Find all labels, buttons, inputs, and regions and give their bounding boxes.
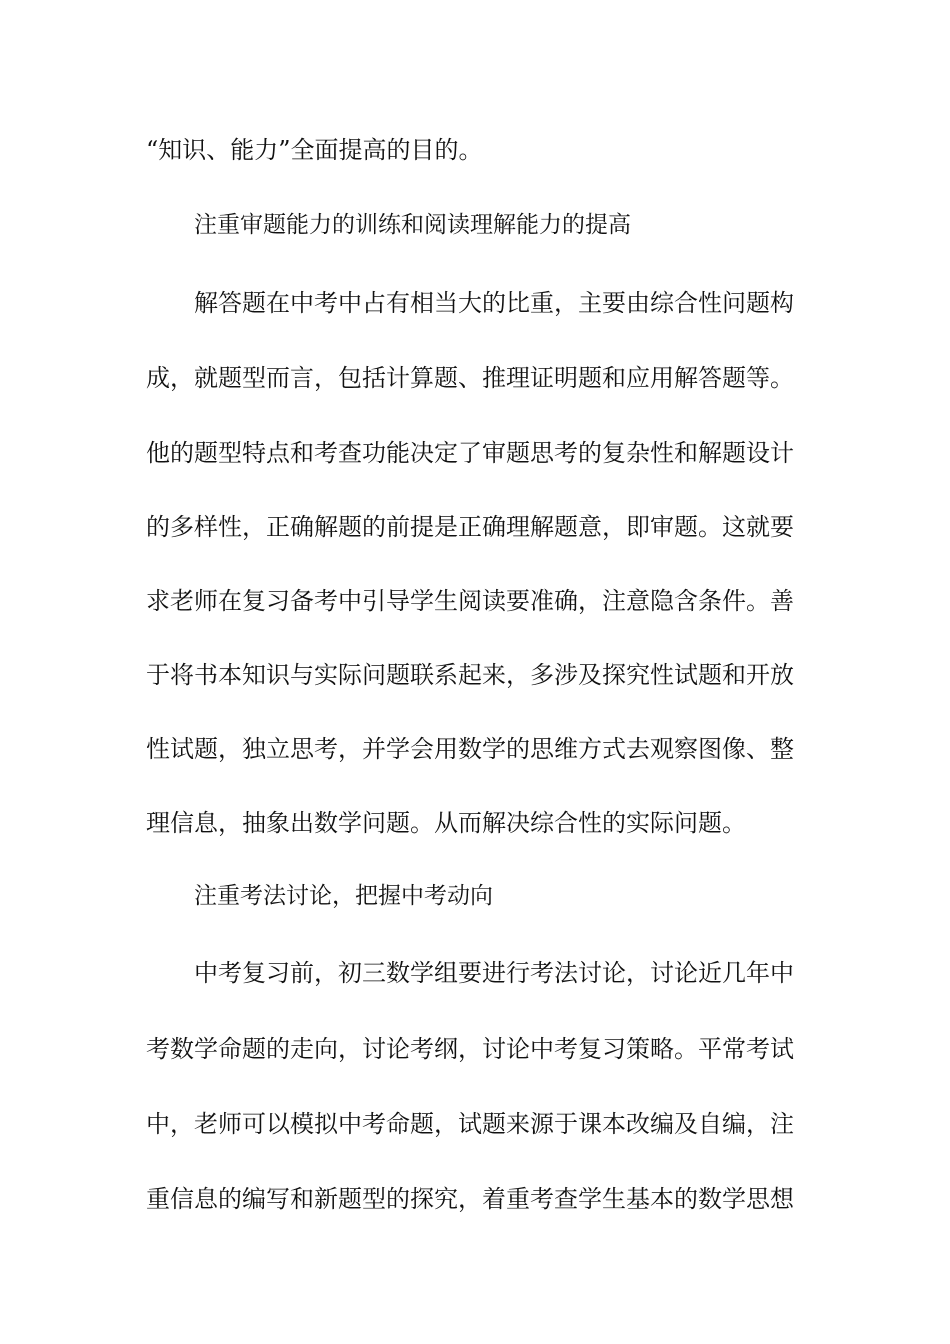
paragraph-line: 的多样性，正确解题的前提是正确理解题意，即审题。这就要: [146, 513, 794, 541]
paragraph-line: 中，老师可以模拟中考命题，试题来源于课本改编及自编，注: [146, 1110, 794, 1138]
paragraph-line: 理信息，抽象出数学问题。从而解决综合性的实际问题。: [146, 809, 746, 837]
paragraph-line: 求老师在复习备考中引导学生阅读要准确，注意隐含条件。善: [146, 587, 794, 615]
paragraph-line: 考数学命题的走向，讨论考纲，讨论中考复习策略。平常考试: [146, 1035, 794, 1063]
section-heading: 注重考法讨论，把握中考动向: [194, 883, 493, 909]
paragraph-line: 中考复习前，初三数学组要进行考法讨论，讨论近几年中: [194, 959, 794, 987]
paragraph-line: 成，就题型而言，包括计算题、推理证明题和应用解答题等。: [146, 364, 794, 392]
paragraph-line: “知识、能力”全面提高的目的。: [146, 136, 483, 164]
section-heading: 注重审题能力的训练和阅读理解能力的提高: [194, 212, 631, 238]
paragraph-line: 性试题，独立思考，并学会用数学的思维方式去观察图像、整: [146, 735, 794, 763]
paragraph-line: 重信息的编写和新题型的探究，着重考查学生基本的数学思想: [146, 1185, 794, 1213]
paragraph-line: 他的题型特点和考查功能决定了审题思考的复杂性和解题设计: [146, 439, 794, 467]
paragraph-line: 解答题在中考中占有相当大的比重，主要由综合性问题构: [194, 289, 794, 317]
paragraph-line: 于将书本知识与实际问题联系起来，多涉及探究性试题和开放: [146, 661, 794, 689]
